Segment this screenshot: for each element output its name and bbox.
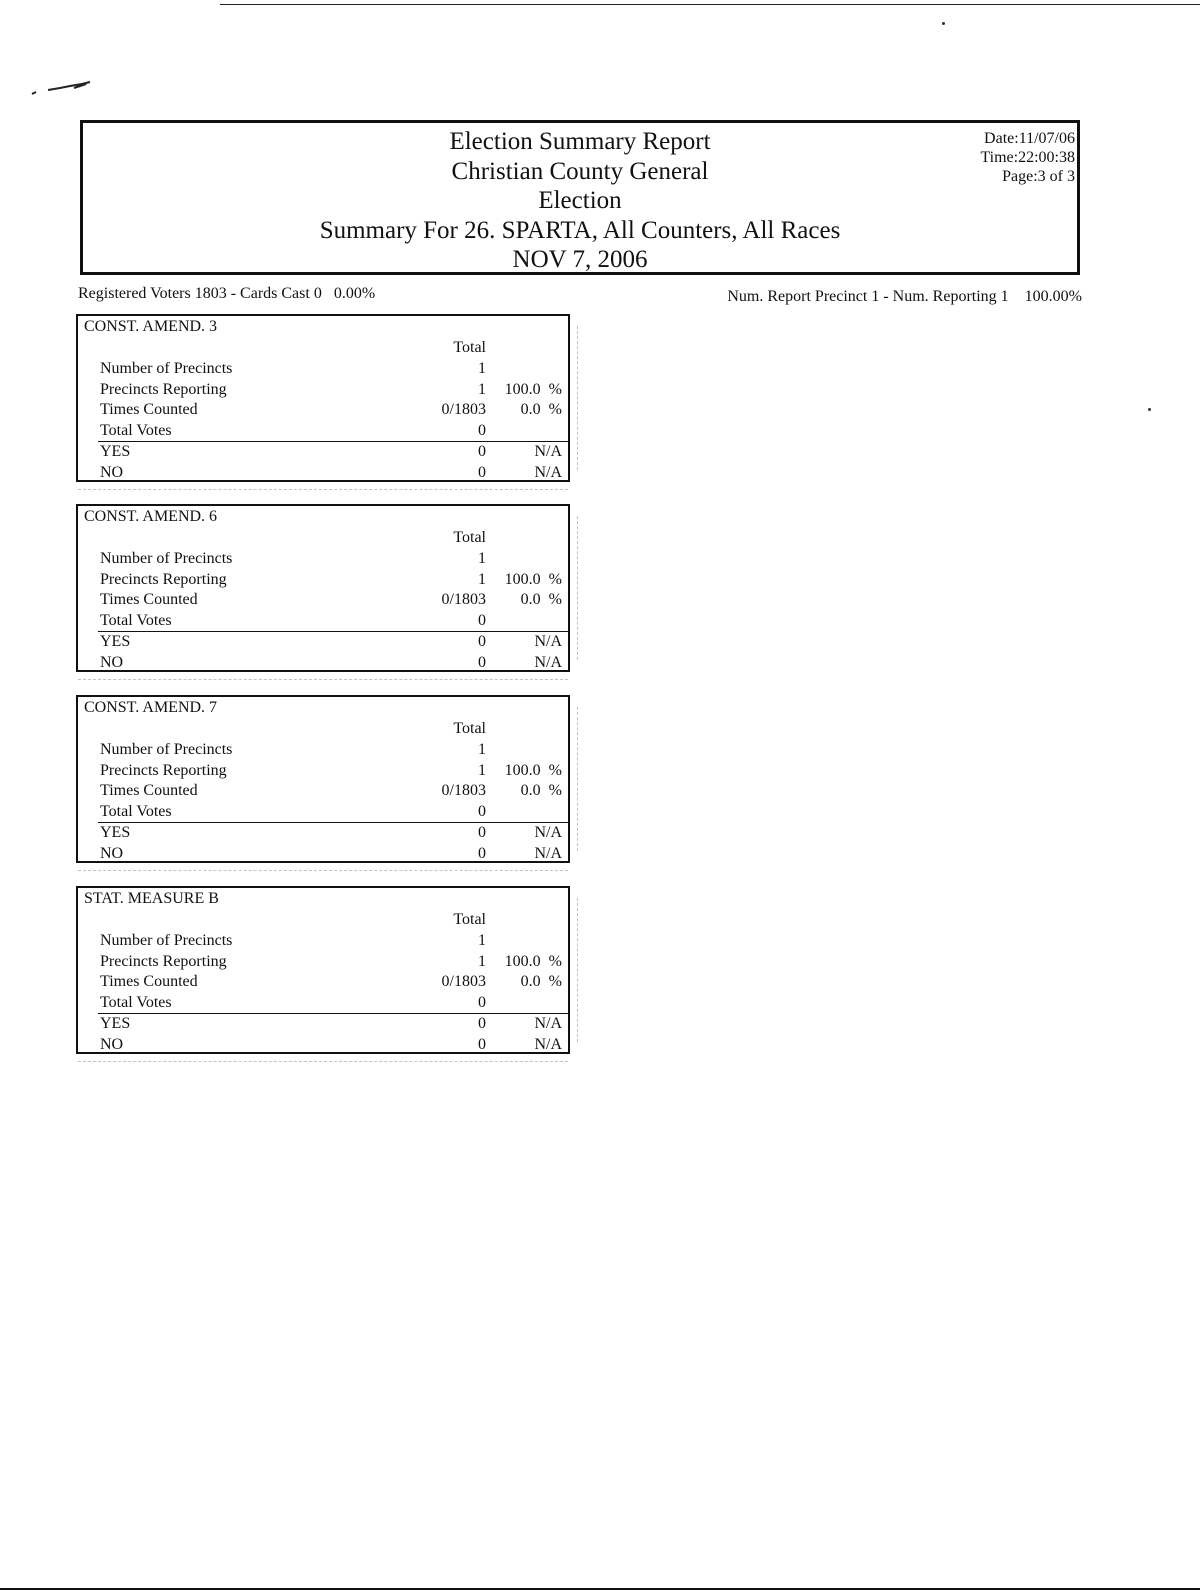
total-column-header: Total — [453, 911, 486, 928]
stat-row — [100, 549, 568, 569]
row-percent: 100.0 % — [504, 952, 562, 970]
row-value: 1 — [478, 761, 486, 779]
row-percent: N/A — [534, 824, 562, 841]
row-value: 0 — [478, 1015, 486, 1032]
row-value: 0/1803 — [441, 973, 486, 990]
stat-row — [100, 761, 568, 781]
choice-row — [100, 653, 568, 673]
row-value: 1 — [478, 360, 486, 377]
total-column-header: Total — [453, 529, 486, 546]
row-percent: N/A — [534, 633, 562, 650]
row-value: 1 — [478, 550, 486, 567]
scan-speck — [1148, 408, 1151, 411]
stat-row — [100, 570, 568, 590]
row-value: 1 — [478, 932, 486, 949]
row-value: 1 — [478, 741, 486, 758]
row-label: Precincts Reporting — [100, 761, 227, 779]
choice-row — [100, 1014, 568, 1034]
race-title: CONST. AMEND. 7 — [84, 699, 218, 716]
row-percent: N/A — [534, 845, 562, 862]
stat-row — [100, 380, 568, 400]
row-label: Precincts Reporting — [100, 952, 227, 970]
race-box — [76, 504, 570, 672]
total-column-header: Total — [453, 720, 486, 737]
row-percent: 100.0 % — [504, 761, 562, 779]
row-label: Precincts Reporting — [100, 380, 227, 398]
row-label: Number of Precincts — [100, 741, 233, 758]
race-title: CONST. AMEND. 3 — [84, 318, 218, 335]
row-label: Total Votes — [100, 993, 172, 1011]
row-label: Precincts Reporting — [100, 570, 227, 588]
choice-row — [100, 632, 568, 652]
title-line: Election — [538, 187, 622, 214]
row-percent: 100.0 % — [504, 380, 562, 398]
row-value: 0/1803 — [441, 401, 486, 418]
row-percent: 0.0 % — [520, 782, 562, 799]
top-scan-rule — [220, 4, 1200, 5]
race-box — [76, 314, 570, 482]
row-value: 0 — [478, 993, 486, 1011]
scan-artifact-mark — [30, 78, 100, 98]
stat-row — [100, 993, 568, 1013]
choice-row — [100, 844, 568, 864]
race-title: STAT. MEASURE B — [84, 890, 219, 907]
report-title — [83, 127, 1077, 275]
row-value: 0/1803 — [441, 591, 486, 608]
row-percent: N/A — [534, 1036, 562, 1053]
row-value: 0 — [478, 633, 486, 650]
stat-row — [100, 952, 568, 972]
scan-artifact-underline — [78, 483, 568, 490]
bottom-scan-rule — [0, 1588, 1200, 1590]
total-column-header: Total — [453, 339, 486, 356]
row-label: Number of Precincts — [100, 550, 233, 567]
row-percent: N/A — [534, 464, 562, 481]
row-value: 0 — [478, 421, 486, 439]
row-label: Number of Precincts — [100, 360, 233, 377]
stat-row — [100, 802, 568, 822]
title-line: Summary For 26. SPARTA, All Counters, All Races — [319, 216, 841, 244]
precinct-reporting-summary: Num. Report Precinct 1 - Num. Reporting 1 100.00% — [727, 288, 1082, 305]
row-label: Number of Precincts — [100, 932, 233, 949]
report-header — [80, 120, 1080, 275]
scan-artifact-underline — [78, 1055, 568, 1062]
registered-voters-summary: Registered Voters 1803 - Cards Cast 0 0.00% — [78, 285, 376, 302]
row-value: 1 — [478, 952, 486, 970]
row-label: Total Votes — [100, 802, 172, 820]
stat-row — [100, 590, 568, 610]
stat-row — [100, 611, 568, 631]
row-label: YES — [100, 443, 131, 460]
row-label: NO — [100, 464, 124, 481]
row-value: 0 — [478, 654, 486, 671]
title-line: Election Summary Report — [449, 128, 711, 155]
stat-row — [100, 421, 568, 441]
scan-speck — [942, 22, 945, 25]
row-value: 0 — [478, 443, 486, 460]
choice-row — [100, 463, 568, 483]
row-label: Times Counted — [100, 401, 198, 418]
row-percent: N/A — [534, 443, 562, 460]
row-percent: 0.0 % — [520, 401, 562, 418]
row-percent: 0.0 % — [520, 591, 562, 608]
row-label: YES — [100, 1015, 131, 1032]
row-value: 1 — [478, 570, 486, 588]
race-title: CONST. AMEND. 6 — [84, 508, 218, 525]
row-label: NO — [100, 654, 124, 671]
row-percent: N/A — [534, 1015, 562, 1032]
row-label: NO — [100, 845, 124, 862]
scan-artifact-underline — [78, 864, 568, 871]
report-date: Date:11/07/06 — [984, 130, 1075, 147]
stat-row — [100, 359, 568, 379]
choice-row — [100, 442, 568, 462]
title-line: Christian County General — [451, 157, 709, 185]
row-label: Total Votes — [100, 421, 172, 439]
row-percent: 100.0 % — [504, 570, 562, 588]
row-value: 0 — [478, 1036, 486, 1053]
row-label: Times Counted — [100, 782, 198, 799]
stat-row — [100, 972, 568, 992]
race-box — [76, 695, 570, 863]
stat-row — [100, 740, 568, 760]
report-page: Page:3 of 3 — [1002, 168, 1075, 185]
row-label: Times Counted — [100, 591, 198, 608]
row-label: Times Counted — [100, 973, 198, 990]
stat-row — [100, 400, 568, 420]
report-meta — [980, 129, 1075, 186]
row-value: 0 — [478, 824, 486, 841]
title-line: NOV 7, 2006 — [512, 246, 648, 273]
choice-row — [100, 823, 568, 843]
row-label: NO — [100, 1036, 124, 1053]
row-label: YES — [100, 824, 131, 841]
race-box — [76, 886, 570, 1054]
scan-artifact-underline — [78, 673, 568, 680]
row-value: 0 — [478, 845, 486, 862]
row-percent: 0.0 % — [520, 973, 562, 990]
choice-row — [100, 1035, 568, 1055]
row-label: Total Votes — [100, 611, 172, 629]
scan-artifact-edge — [577, 898, 578, 1042]
stat-row — [100, 781, 568, 801]
scan-artifact-edge — [577, 707, 578, 851]
row-value: 0/1803 — [441, 782, 486, 799]
scan-artifact-edge — [577, 326, 578, 470]
report-time: Time:22:00:38 — [980, 149, 1075, 166]
stat-row — [100, 931, 568, 951]
row-value: 0 — [478, 802, 486, 820]
row-value: 1 — [478, 380, 486, 398]
row-label: YES — [100, 633, 131, 650]
row-value: 0 — [478, 611, 486, 629]
row-percent: N/A — [534, 654, 562, 671]
row-value: 0 — [478, 464, 486, 481]
scan-artifact-edge — [577, 516, 578, 660]
